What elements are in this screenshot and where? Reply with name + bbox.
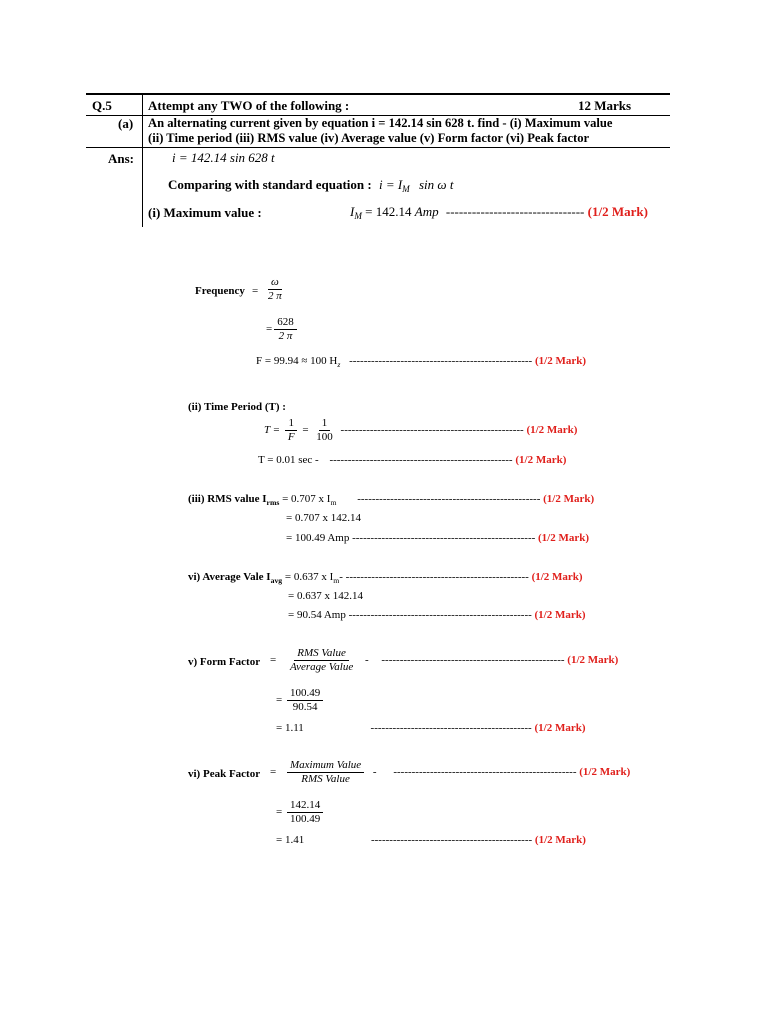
time-period-mark-1: (1/2 Mark) <box>526 424 578 437</box>
form-factor-mark-2: (1/2 Mark) <box>534 722 586 734</box>
frequency-fraction-1: $\frac{\omega}{2 \pi}$ <box>268 276 282 302</box>
frequency-label: Frequency <box>195 285 245 297</box>
form-factor-equation: = $\frac{\text{RMS Value}}{\text{Average Value}}$ - -------------------------------------------------- (1/2 Mark) <box>270 647 619 673</box>
time-period-result-line: T = 0.01 sec - -------------------------------------------------- (1/2 Mark) <box>258 454 567 466</box>
max-value-label: (i) Maximum value : <box>148 205 262 220</box>
question-number: Q.5 <box>92 98 112 113</box>
part-label: (a) <box>118 116 134 131</box>
frequency-eq-sign: = <box>252 285 259 297</box>
max-value-mark: (1/2 Mark) <box>587 204 648 219</box>
form-factor-mark-1: (1/2 Mark) <box>567 654 619 667</box>
form-factor-label: v) Form Factor <box>188 656 261 668</box>
form-factor-result-line: = 1.11 -------------------------------------------- (1/2 Mark) <box>276 722 586 734</box>
average-line-2: = 0.637 x 142.14 <box>288 590 363 602</box>
average-line-3: = 90.54 Amp -------------------------------------------------- (1/2 Mark) <box>288 609 586 621</box>
question-marks: 12 Marks <box>578 98 632 113</box>
frequency-mark: (1/2 Mark) <box>534 355 586 367</box>
compare-line <box>168 177 453 194</box>
form-factor-fraction: = $\frac{100.49}{90.54}$ <box>276 687 325 714</box>
part-text-line-1: An alternating current given by equation i = 142.14 sin 628 t. find - (i) Maximum value <box>148 116 613 130</box>
table-top-border <box>86 93 670 95</box>
time-period-mark-2: (1/2 Mark) <box>515 454 567 466</box>
peak-factor-label: vi) Peak Factor <box>188 768 261 780</box>
rms-line-2: = 0.707 x 142.14 <box>286 512 361 524</box>
peak-factor-equation: = $\frac{\text{Maximum Value}}{\text{RMS Value}}$ - -------------------------------------------------- (1/2 Mark) <box>270 759 631 785</box>
rms-line-1: (iii) RMS value $I_{rms} = 0.707$ x $I_m$ -------------------------------------------------- (1/2 Mark) <box>188 493 595 507</box>
answer-label: Ans: <box>108 151 135 166</box>
compare-label: Comparing with standard equation : <box>168 177 372 192</box>
rms-line-3: = 100.49 Amp -------------------------------------------------- (1/2 Mark) <box>286 532 590 544</box>
average-mark-3: (1/2 Mark) <box>534 609 586 621</box>
time-period-label: (ii) Time Period (T) : <box>188 401 286 413</box>
average-mark-1: (1/2 Mark) <box>531 571 583 583</box>
peak-factor-fraction: = $\frac{142.14}{100.49}$ <box>276 799 325 826</box>
average-line-1: vi) Average Vale $I_{avg} = 0.637$ x $I_m-$ -------------------------------------------------- (1/2 Mark) <box>188 571 583 585</box>
time-period-equation: T = $\frac{1}{F}$ = $\frac{1}{100}$ -------------------------------------------------- (1/2 Mark) <box>264 417 578 443</box>
compare-equation: $i = I_M$ sin ω t <box>378 177 454 194</box>
question-title: Attempt any TWO of the following : <box>148 98 350 113</box>
table-row-divider-2 <box>86 147 670 148</box>
frequency-fraction-2: = $\frac{628}{2 \pi}$ <box>266 316 299 343</box>
max-value-line: $I_M = 142.14$ Amp -------------------------------- (1/2 Mark) <box>350 204 648 221</box>
rms-mark-1: (1/2 Mark) <box>543 493 595 505</box>
peak-factor-mark-1: (1/2 Mark) <box>579 766 631 779</box>
peak-factor-mark-2: (1/2 Mark) <box>534 834 586 846</box>
peak-factor-result-line: = 1.41 -------------------------------------------- (1/2 Mark) <box>276 834 586 846</box>
given-equation: i = 142.14 sin 628 t <box>172 150 275 165</box>
part-text-line-2: (ii) Time period (iii) RMS value (iv) Average value (v) Form factor (vi) Peak factor <box>148 131 590 145</box>
rms-mark-3: (1/2 Mark) <box>538 532 590 544</box>
table-column-divider <box>142 93 143 227</box>
frequency-result-line: F = 99.94 ≈ 100 $H_z$ -------------------------------------------------- (1/2 Mark) <box>256 355 586 369</box>
